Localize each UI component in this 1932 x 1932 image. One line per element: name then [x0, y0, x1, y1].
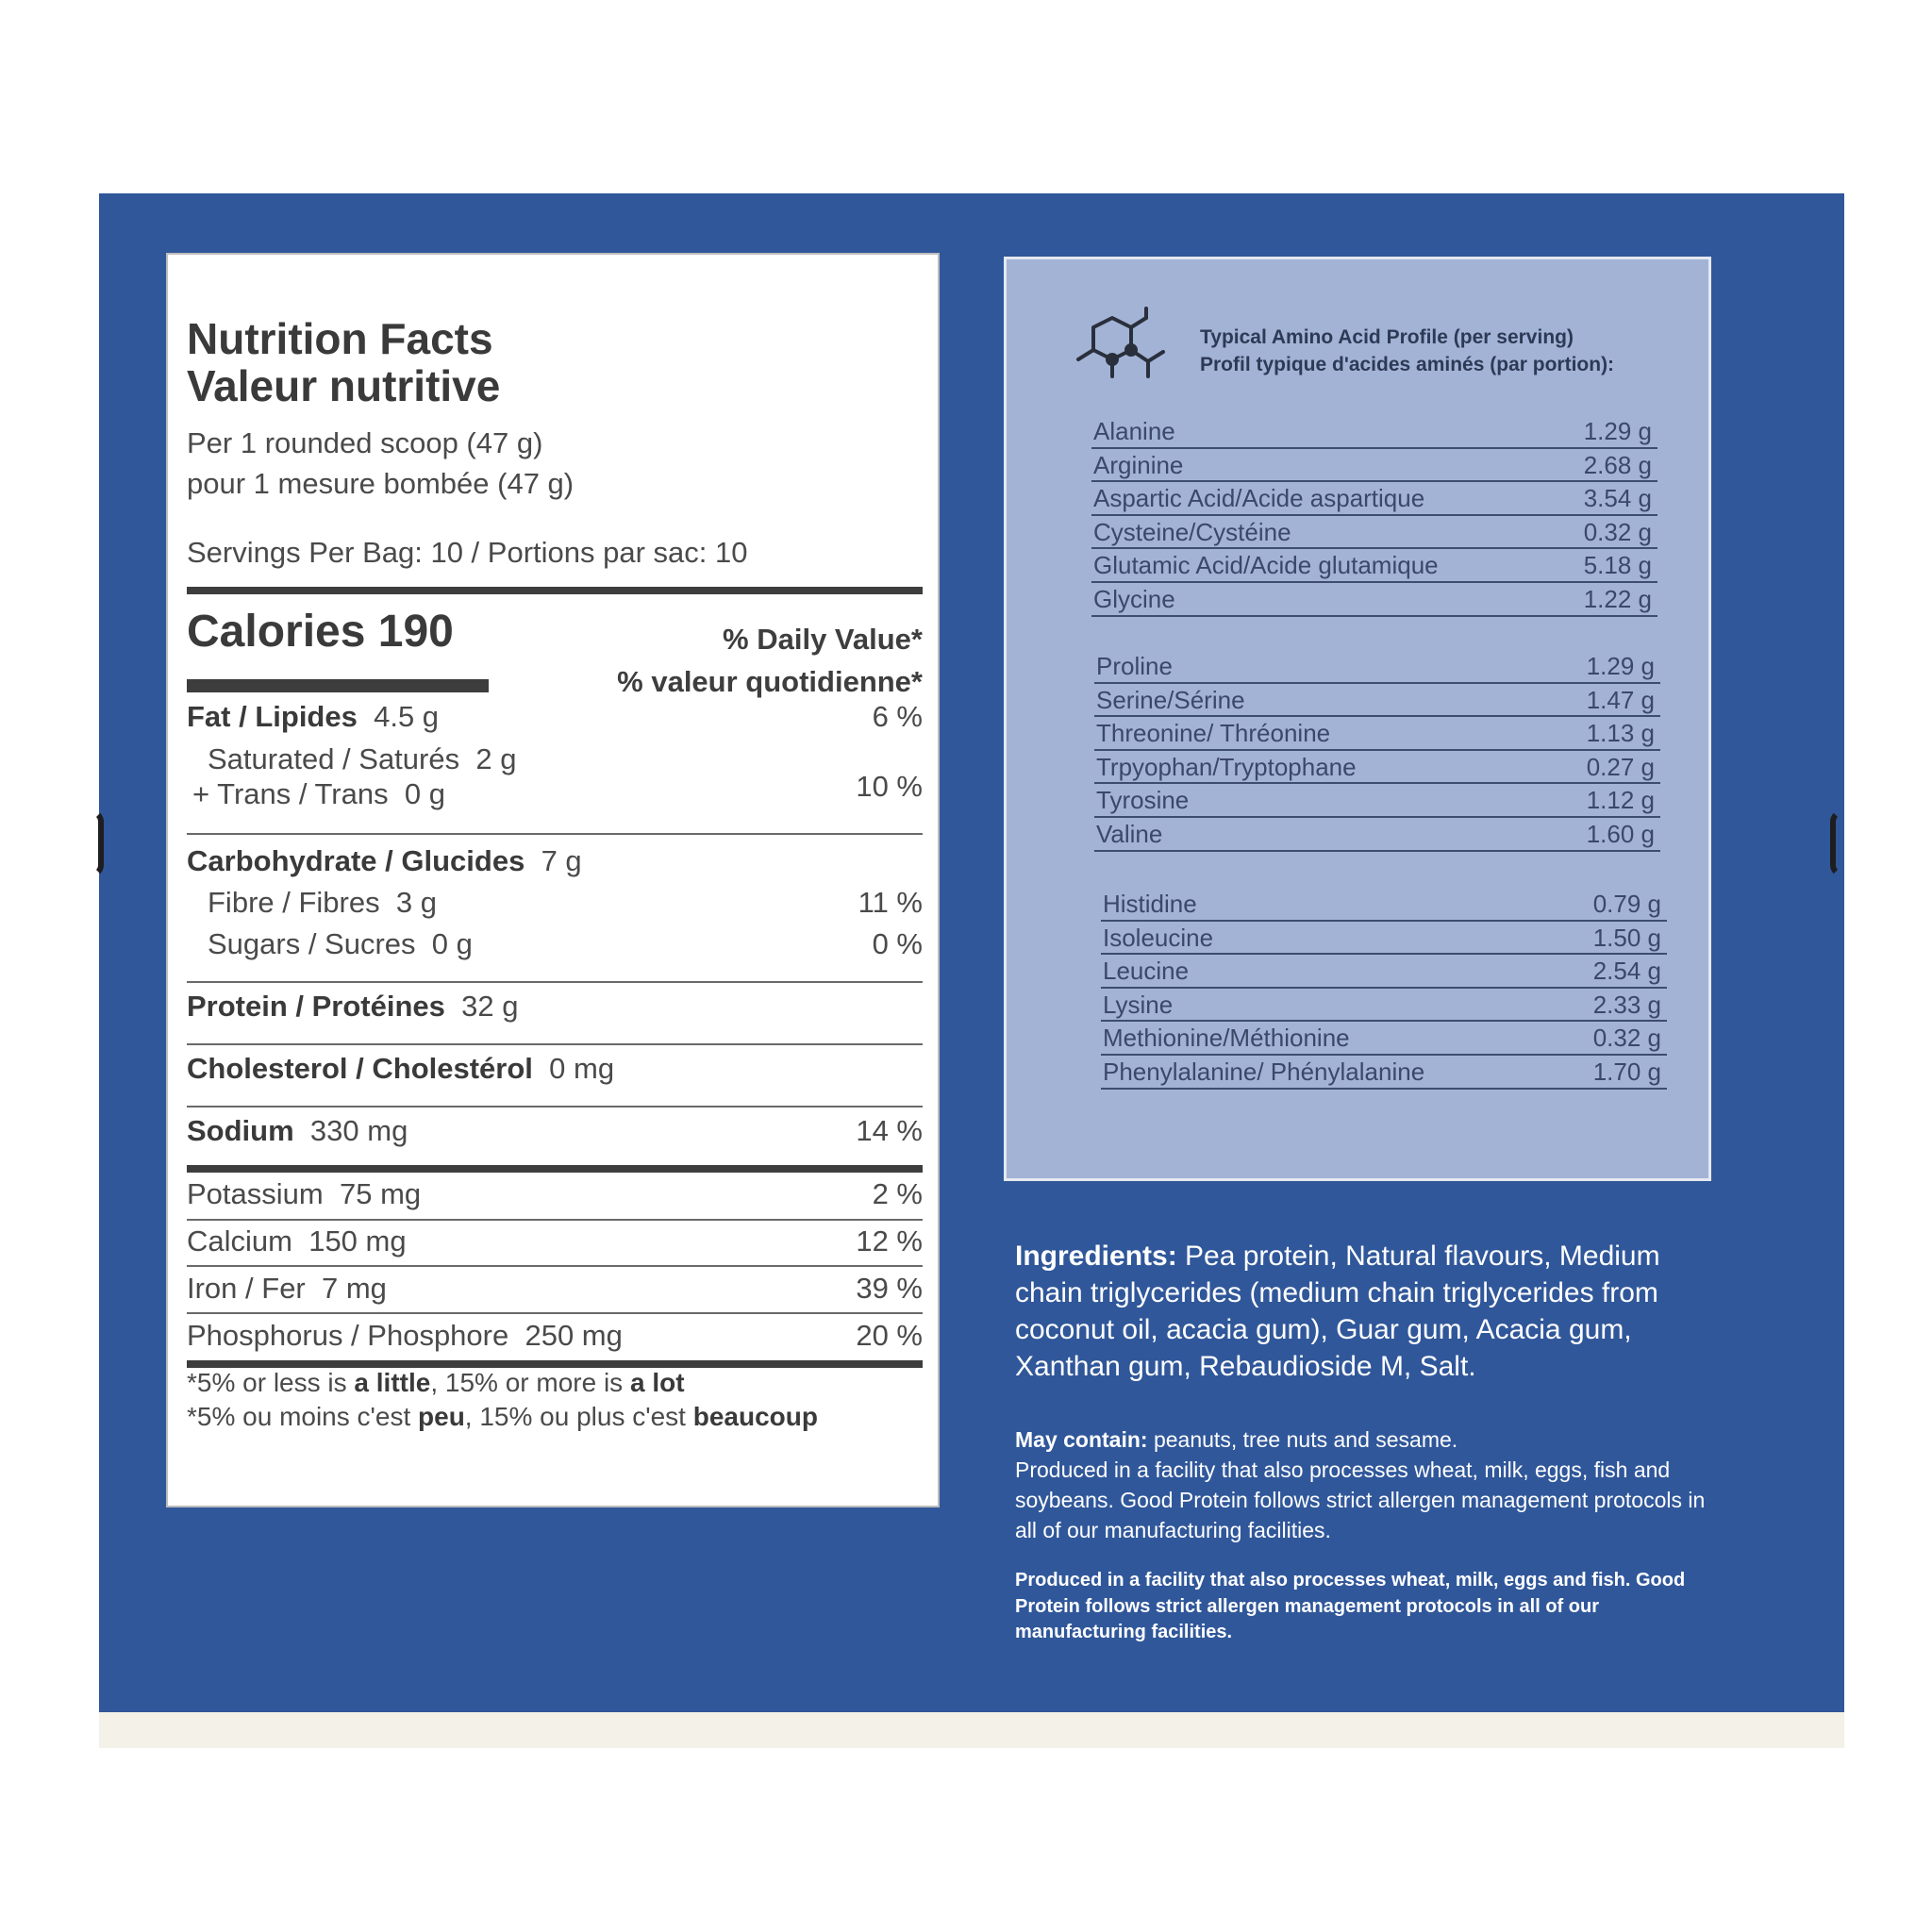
serving-en: Per 1 rounded scoop (47 g)	[187, 426, 543, 459]
sugars-pct: 0 %	[872, 927, 923, 960]
saturated-amount: 2 g	[475, 742, 517, 775]
amino-row: Valine 1.60 g	[1094, 818, 1660, 852]
trans-amount: 0 g	[404, 777, 445, 810]
saturated-label: Saturated / Saturés	[208, 742, 460, 775]
facility-statement: Produced in a facility that also processes wheat, milk, eggs, fish and soybeans. Good Protein follows strict allergen management protocols in all of our manufacturing facilities.	[1015, 1457, 1706, 1542]
amino-row: Lysine 2.33 g	[1101, 989, 1667, 1023]
sodium-pct: 14 %	[856, 1114, 923, 1147]
protein-label: Protein / Protéines	[187, 990, 445, 1023]
nutrient-row-trans	[187, 770, 923, 813]
amino-row: Serine/Sérine 1.47 g	[1094, 684, 1660, 718]
fat-pct: 6 %	[872, 700, 923, 733]
amino-row: Trpyophan/Tryptophane 0.27 g	[1094, 751, 1660, 785]
amino-row: Methionine/Méthionine 0.32 g	[1101, 1022, 1667, 1056]
amino-row: Isoleucine 1.50 g	[1101, 922, 1667, 956]
dv-fr: % valeur quotidienne*	[617, 665, 923, 698]
amino-row: Alanine 1.29 g	[1091, 415, 1657, 449]
ingredients-label: Ingredients:	[1015, 1241, 1177, 1272]
rule-thin	[187, 1312, 923, 1314]
amino-row: Arginine 2.68 g	[1091, 449, 1657, 483]
nutrient-row-fibre	[187, 884, 923, 922]
nutrient-row-saturated	[187, 741, 923, 778]
amino-row: Glutamic Acid/Acide glutamique 5.18 g	[1091, 549, 1657, 583]
title-en: Nutrition Facts	[187, 314, 493, 363]
nutrition-facts-table	[166, 253, 940, 1507]
nutrition-title	[187, 315, 500, 409]
amino-row: Threonine/ Thréonine 1.13 g	[1094, 717, 1660, 751]
nutrient-row-iron	[187, 1270, 923, 1307]
phosphorus-amount: 250 mg	[525, 1319, 623, 1352]
allergen-statement	[1015, 1424, 1732, 1545]
potassium-amount: 75 mg	[339, 1177, 422, 1210]
iron-label: Iron / Fer	[187, 1272, 306, 1305]
rule-thin	[187, 981, 923, 983]
iron-pct: 39 %	[856, 1272, 923, 1305]
fat-amount: 4.5 g	[374, 700, 440, 733]
serving-size	[187, 423, 574, 504]
sodium-amount: 330 mg	[309, 1114, 408, 1147]
rule-thin	[187, 1106, 923, 1108]
amino-row: Leucine 2.54 g	[1101, 955, 1667, 989]
nutrient-row-fat	[187, 698, 923, 736]
nutrient-row-potassium	[187, 1175, 923, 1213]
amino-heading-en: Typical Amino Acid Profile (per serving)	[1200, 326, 1574, 348]
trans-label: + Trans / Trans	[192, 777, 389, 810]
fibre-label: Fibre / Fibres	[208, 886, 380, 919]
sodium-label: Sodium	[187, 1114, 294, 1147]
title-fr: Valeur nutritive	[187, 361, 501, 410]
servings-per-bag: Servings Per Bag: 10 / Portions par sac: 10	[187, 536, 748, 569]
rule-thick	[187, 1165, 923, 1173]
serving-fr: pour 1 mesure bombée (47 g)	[187, 467, 575, 500]
calcium-label: Calcium	[187, 1224, 292, 1257]
calcium-pct: 12 %	[856, 1224, 923, 1257]
amino-group-1	[1091, 415, 1657, 617]
sugars-label: Sugars / Sucres	[208, 927, 416, 960]
molecule-icon	[1073, 307, 1167, 391]
footnote-en: *5% or less is a little, 15% or more is a lot	[187, 1368, 685, 1397]
rule-thick	[187, 587, 923, 594]
ingredients-text: Pea protein, Natural flavours, Medium chain triglycerides (medium chain triglycerides from coconut oil, acacia gum), Guar gum, Acacia gum, Xanthan gum, Rebaudioside M, Salt.	[1015, 1241, 1660, 1382]
amino-acid-profile	[1004, 257, 1711, 1181]
calories: Calories 190	[187, 607, 454, 657]
may-contain-label: May contain:	[1015, 1427, 1148, 1452]
amino-row: Cysteine/Cystéine 0.32 g	[1091, 516, 1657, 550]
amino-row: Phenylalanine/ Phénylalanine 1.70 g	[1101, 1056, 1667, 1090]
iron-amount: 7 mg	[322, 1272, 387, 1305]
amino-heading-fr: Profil typique d'acides aminés (par portion):	[1200, 354, 1615, 375]
trans-pct: 10 %	[856, 770, 923, 803]
nutrient-row-calcium	[187, 1223, 923, 1260]
left-edge-notch	[79, 809, 104, 877]
rule-thin	[187, 1265, 923, 1267]
carb-label: Carbohydrate / Glucides	[187, 844, 525, 877]
potassium-pct: 2 %	[872, 1177, 923, 1210]
rule-thin	[187, 1043, 923, 1045]
calories-bar	[187, 679, 489, 692]
amino-row: Histidine 0.79 g	[1101, 888, 1667, 922]
amino-row: Glycine 1.22 g	[1091, 583, 1657, 617]
cholesterol-label: Cholesterol / Cholestérol	[187, 1052, 533, 1085]
amino-group-3	[1101, 888, 1667, 1090]
nutrient-row-sugars	[187, 925, 923, 963]
daily-value-header	[617, 618, 923, 703]
facility-statement-bold: Produced in a facility that also processes wheat, milk, eggs and fish. Good Protein follows strict allergen management protocols in all of our manufacturing facilities.	[1015, 1570, 1686, 1642]
may-contain-text: peanuts, tree nuts and sesame.	[1147, 1427, 1458, 1452]
footnote-fr: *5% ou moins c'est peu, 15% ou plus c'est beaucoup	[187, 1402, 818, 1431]
potassium-label: Potassium	[187, 1177, 324, 1210]
phosphorus-pct: 20 %	[856, 1319, 923, 1352]
sugars-amount: 0 g	[431, 927, 473, 960]
rule-thin	[187, 833, 923, 835]
dv-en: % Daily Value*	[723, 623, 923, 656]
amino-group-2	[1094, 650, 1660, 852]
ingredients	[1015, 1238, 1732, 1385]
daily-value-footnote	[187, 1366, 818, 1434]
fibre-pct: 11 %	[858, 886, 923, 919]
carb-amount: 7 g	[541, 844, 582, 877]
cholesterol-amount: 0 mg	[549, 1052, 615, 1085]
nutrient-row-protein	[187, 988, 923, 1025]
amino-row: Proline 1.29 g	[1094, 650, 1660, 684]
nutrient-row-cholesterol	[187, 1050, 923, 1088]
phosphorus-label: Phosphorus / Phosphore	[187, 1319, 509, 1352]
right-edge-notch	[1830, 809, 1855, 877]
nutrient-row-carb	[187, 842, 923, 880]
calcium-amount: 150 mg	[308, 1224, 407, 1257]
amino-row: Tyrosine 1.12 g	[1094, 784, 1660, 818]
amino-heading	[1200, 324, 1614, 378]
nutrient-row-phosphorus	[187, 1317, 923, 1355]
fat-label: Fat / Lipides	[187, 700, 358, 733]
protein-amount: 32 g	[461, 990, 519, 1023]
fibre-amount: 3 g	[395, 886, 437, 919]
nutrient-row-sodium	[187, 1112, 923, 1150]
rule-thin	[187, 1219, 923, 1221]
amino-row: Aspartic Acid/Acide aspartique 3.54 g	[1091, 482, 1657, 516]
bottom-strip	[99, 1712, 1844, 1748]
